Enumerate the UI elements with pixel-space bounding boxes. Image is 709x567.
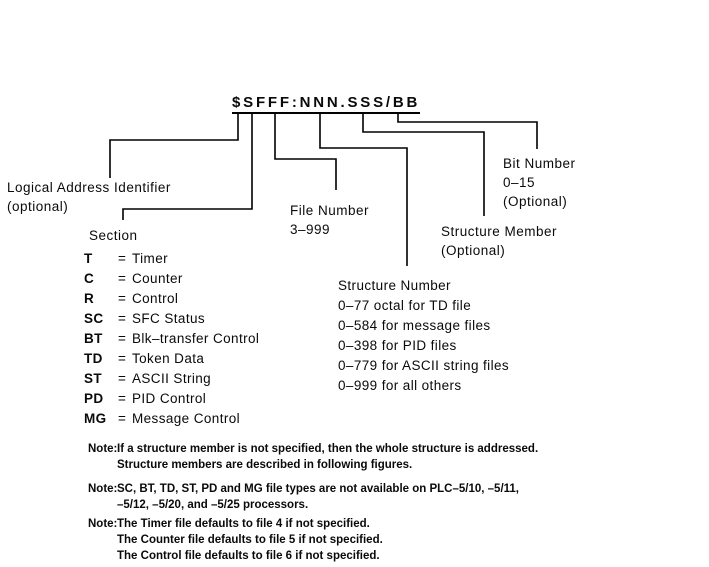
- logical-address-identifier-line2: (optional): [7, 199, 69, 214]
- structure-number-item: 0–779 for ASCII string files: [338, 358, 510, 373]
- callout-line-logical-address-identifier: [110, 114, 238, 178]
- section-name: SFC Status: [132, 311, 206, 326]
- section-code: MG: [84, 411, 107, 426]
- note-line: Structure members are described in following figures.: [117, 459, 413, 471]
- section-name: PID Control: [132, 391, 207, 406]
- callout-line-structure-member: [363, 114, 484, 216]
- note-structure-member: [88, 441, 538, 473]
- section-name: Message Control: [132, 411, 241, 426]
- section-code: ST: [84, 371, 103, 386]
- bit-number-line1: Bit Number: [503, 156, 576, 171]
- file-number-label: [290, 201, 369, 239]
- equals-sign: =: [118, 371, 127, 386]
- equals-sign: =: [118, 251, 127, 266]
- section-code: BT: [84, 331, 103, 346]
- equals-sign: =: [118, 391, 127, 406]
- section-name: ASCII String: [132, 371, 212, 386]
- structure-number-item: 0–999 for all others: [338, 378, 462, 393]
- note-prefix: Note:: [88, 483, 118, 495]
- note-text: SC, BT, TD, ST, PD and MG file types are not available on PLC–5/10, –5/11,: [117, 483, 519, 495]
- section-name: Token Data: [132, 351, 205, 366]
- callout-line-file-number: [275, 114, 336, 190]
- section-row-blk-transfer: [84, 329, 259, 349]
- section-name: Control: [132, 291, 179, 306]
- callout-line-structure-number: [320, 114, 407, 266]
- structure-number-item: 0–584 for message files: [338, 318, 491, 333]
- section-row-counter: [84, 269, 259, 289]
- section-row-control: [84, 289, 259, 309]
- note-line: –5/12, –5/20, and –5/25 processors.: [117, 499, 309, 511]
- file-number-line1: File Number: [290, 203, 370, 218]
- equals-sign: =: [118, 331, 127, 346]
- logical-address-identifier-line1: Logical Address Identifier: [7, 180, 171, 195]
- note-prefix: Note:: [88, 518, 118, 530]
- section-row-ascii-string: [84, 369, 259, 389]
- bit-number-optional: (Optional): [503, 194, 568, 209]
- section-row-sfc-status: [84, 309, 259, 329]
- equals-sign: =: [118, 271, 127, 286]
- section-name: Counter: [132, 271, 183, 286]
- note-prefix: Note:: [88, 443, 118, 455]
- note-default-files: [88, 516, 383, 564]
- note-line: [88, 481, 519, 497]
- bit-number-label: [503, 154, 576, 211]
- note-text: The Timer file defaults to file 4 if not specified.: [117, 518, 370, 530]
- section-code: PD: [84, 391, 104, 406]
- note-text: If a structure member is not specified, then the whole structure is addressed.: [117, 443, 539, 455]
- section-row-message-control: [84, 409, 259, 429]
- structure-number-label: Structure Number: [338, 278, 451, 293]
- equals-sign: =: [118, 311, 127, 326]
- note-line: The Counter file defaults to file 5 if not specified.: [117, 534, 383, 546]
- note-line: The Control file defaults to file 6 if not specified.: [117, 550, 380, 562]
- structure-number-item: 0–398 for PID files: [338, 338, 457, 353]
- section-code: R: [84, 291, 95, 306]
- file-number-range: 3–999: [290, 222, 331, 237]
- structure-member-label: [441, 222, 557, 260]
- section-name: Blk–transfer Control: [132, 331, 260, 346]
- bit-number-range: 0–15: [503, 175, 536, 190]
- equals-sign: =: [118, 291, 127, 306]
- structure-member-optional: (Optional): [441, 243, 506, 258]
- section-code: SC: [84, 311, 104, 326]
- section-label: Section: [89, 228, 138, 243]
- section-row-token-data: [84, 349, 259, 369]
- section-name: Timer: [132, 251, 168, 266]
- section-code: TD: [84, 351, 103, 366]
- section-row-timer: [84, 249, 259, 269]
- logical-address-identifier-label: [7, 178, 171, 216]
- equals-sign: =: [118, 411, 127, 426]
- note-line: [88, 441, 538, 457]
- section-row-pid-control: [84, 389, 259, 409]
- section-code-list: [84, 249, 259, 429]
- address-format-title: $SFFF:NNN.SSS/BB: [232, 95, 420, 114]
- section-code: T: [84, 251, 93, 266]
- section-code: C: [84, 271, 95, 286]
- structure-number-item: 0–77 octal for TD file: [338, 298, 472, 313]
- equals-sign: =: [118, 351, 127, 366]
- structure-member-line1: Structure Member: [441, 224, 558, 239]
- note-file-type-availability: [88, 481, 519, 513]
- note-line: [88, 516, 383, 532]
- structure-number-block: [338, 276, 509, 396]
